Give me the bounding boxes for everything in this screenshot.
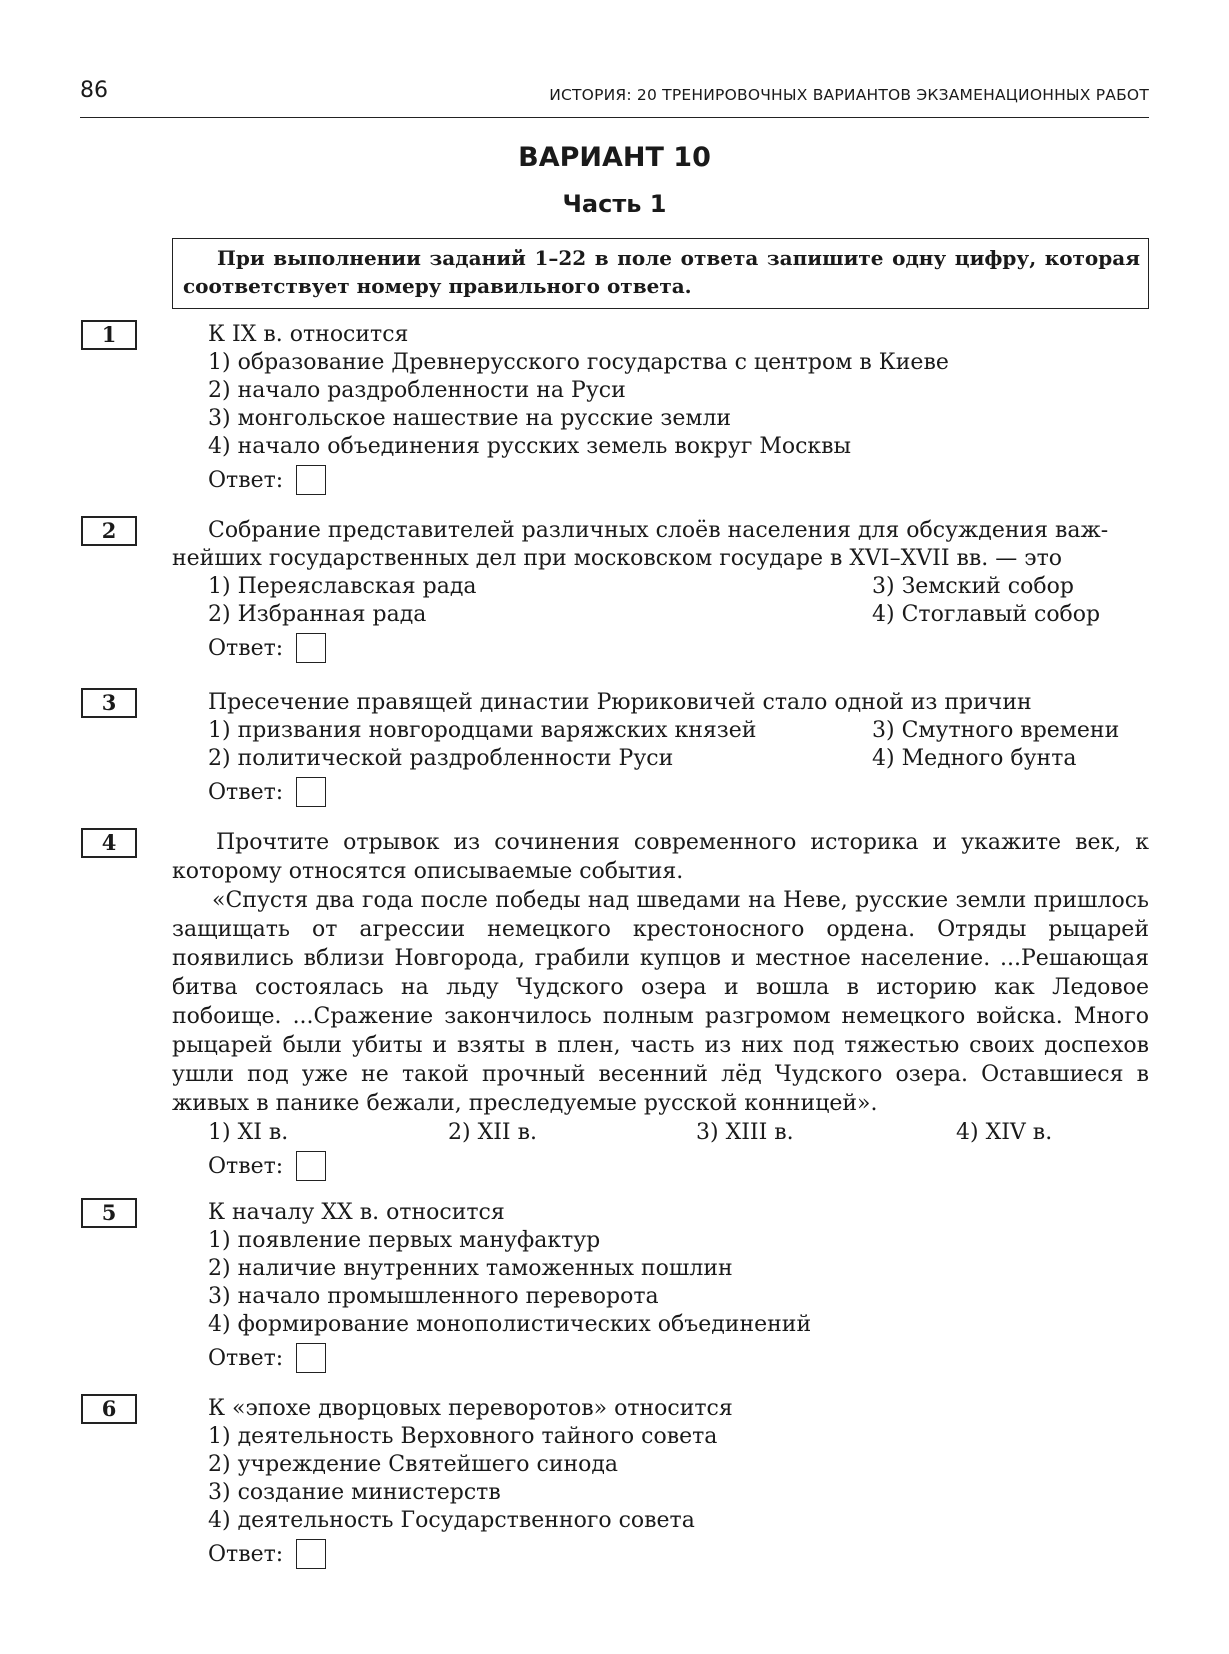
task-number: 5	[81, 1198, 137, 1228]
task-number: 6	[81, 1394, 137, 1424]
part-title: Часть 1	[562, 190, 667, 218]
task-question: К «эпохе дворцовых переворотов» относится	[208, 1396, 733, 1421]
running-title: ИСТОРИЯ: 20 ТРЕНИРОВОЧНЫХ ВАРИАНТОВ ЭКЗАМЕНАЦИОННЫХ РАБОТ	[549, 86, 1149, 104]
task-option: 1) появление первых мануфактур	[208, 1228, 601, 1253]
answer-input[interactable]	[296, 1151, 326, 1181]
task-option: 4) начало объединения русских земель вокруг Москвы	[208, 434, 852, 459]
answer-label: Ответ:	[208, 1542, 284, 1567]
task-option: 4) формирование монополистических объединений	[208, 1312, 812, 1337]
task-question: Пресечение правящей династии Рюриковичей стало одной из причин	[208, 690, 1032, 715]
task-option: 4) Стоглавый собор	[872, 602, 1101, 627]
variant-title: ВАРИАНТ 10	[518, 142, 711, 173]
task-option: 4) Медного бунта	[872, 746, 1077, 771]
task-question: К IX в. относится	[208, 322, 409, 347]
answer-label: Ответ:	[208, 1346, 284, 1371]
task-number: 3	[81, 688, 137, 718]
task-option: 4) деятельность Государственного совета	[208, 1508, 695, 1533]
task-number: 2	[81, 516, 137, 546]
answer-label: Ответ:	[208, 780, 284, 805]
task-option: 3) начало промышленного переворота	[208, 1284, 659, 1309]
task-option: 2) наличие внутренних таможенных пошлин	[208, 1256, 733, 1281]
header-divider	[80, 117, 1149, 118]
task-option: 1) деятельность Верховного тайного совета	[208, 1424, 718, 1449]
task-option: 2) учреждение Святейшего синода	[208, 1452, 619, 1477]
answer-input[interactable]	[296, 777, 326, 807]
task-number: 1	[81, 320, 137, 350]
task-question: нейших государственных дел при московском государе в XVI–XVII вв. — это	[172, 546, 1063, 571]
answer-input[interactable]	[296, 465, 326, 495]
task-option: 1) призвания новгородцами варяжских князей	[208, 718, 757, 743]
task-question: К началу XX в. относится	[208, 1200, 505, 1225]
answer-label: Ответ:	[208, 468, 284, 493]
task-passage: «Спустя два года после победы над шведами на Неве, русские земли пришлось защищать от агрессии немецкого крестоносного ордена. Отряды рыцарей появились вблизи Новгорода, грабили купцов и местное население. ...Решающая битва состоялась на льду Чудского озера и вошла в историю как Ледовое побоище. ...Сражение закончилось полным разгромом немецкого войска. Много рыцарей были убиты и взяты в плен, часть из них под тяжестью своих доспехов ушли под уже не такой прочный весенний лёд Чудского озера. Оставшиеся в живых в панике бежали, преследуемые русской конницей».	[172, 888, 1149, 1116]
task-question: Прочтите отрывок из сочинения современного историка и укажите век, к которому относятся описываемые события.	[172, 830, 1149, 884]
task-question: Собрание представителей различных слоёв населения для обсуждения важ-	[208, 518, 1109, 543]
answer-input[interactable]	[296, 633, 326, 663]
task-option: 1) образование Древнерусского государства с центром в Киеве	[208, 350, 949, 375]
task-option: 3) Смутного времени	[872, 718, 1120, 743]
task-option: 4) XIV в.	[956, 1120, 1053, 1145]
task-option: 2) XII в.	[448, 1120, 537, 1145]
task-option: 1) XI в.	[208, 1120, 289, 1145]
task-option: 3) Земский собор	[872, 574, 1074, 599]
instruction-box	[172, 238, 1149, 309]
instruction-text: При выполнении заданий 1–22 в поле ответа запишите одну цифру, которая соответствует номеру правильного ответа.	[183, 246, 1140, 298]
task-option: 2) начало раздробленности на Руси	[208, 378, 626, 403]
task-option: 3) XIII в.	[696, 1120, 794, 1145]
task-option: 2) политической раздробленности Руси	[208, 746, 674, 771]
task-option: 3) создание министерств	[208, 1480, 501, 1505]
task-number: 4	[81, 828, 137, 858]
task-option: 2) Избранная рада	[208, 602, 427, 627]
task-option: 3) монгольское нашествие на русские земли	[208, 406, 732, 431]
task-option: 1) Переяславская рада	[208, 574, 477, 599]
answer-input[interactable]	[296, 1539, 326, 1569]
answer-label: Ответ:	[208, 1154, 284, 1179]
page-number: 86	[80, 78, 108, 103]
answer-input[interactable]	[296, 1343, 326, 1373]
answer-label: Ответ:	[208, 636, 284, 661]
